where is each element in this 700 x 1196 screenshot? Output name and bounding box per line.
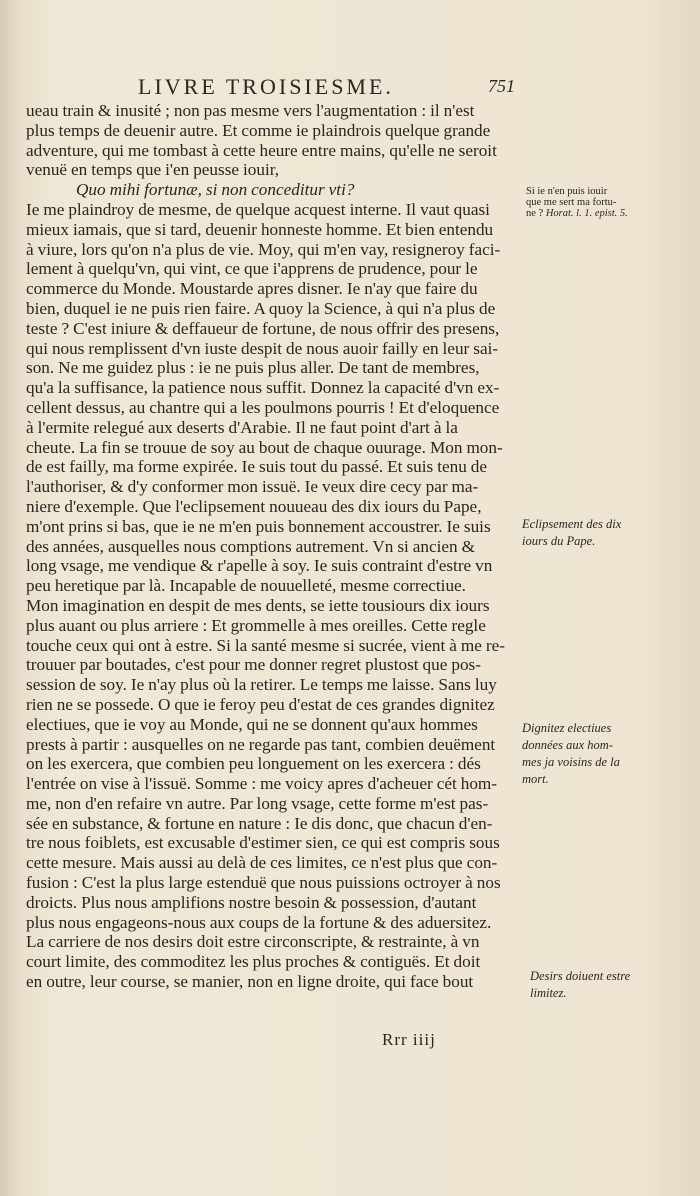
text-line: de est failly, ma forme expirée. Ie suis tout du passé. Et suis tenu de	[26, 457, 488, 477]
margin-note-line: Desirs doiuent estre	[530, 969, 631, 983]
running-head: LIVRE TROISIESME.	[138, 74, 394, 99]
text-line: à l'ermite relegué aux deserts d'Arabie. Il ne faut point d'art à la	[26, 417, 458, 437]
text-line: lement à quelqu'vn, qui vint, ce que i'apprens de prudence, pour le	[26, 259, 478, 279]
text-line: fusion : C'est la plus large estenduë que nous puissions octroyer à nos	[26, 873, 501, 893]
text-line: en outre, leur course, se manier, non en ligne droite, qui face bout	[26, 972, 474, 992]
text-line: plus auant ou plus arriere : Et grommelle à mes oreilles. Cette regle	[26, 615, 486, 635]
margin-note-line: limitez.	[530, 986, 567, 1000]
margin-note-line: Eclipsement des dix	[522, 517, 622, 531]
margin-note-line: mes ja voisins de la	[522, 755, 620, 769]
text-line: l'authoriser, & d'y conformer mon issuë. Ie veux dire cecy par ma-	[26, 477, 479, 497]
text-line: trouuer par boutades, c'est pour me donner regret plustost que pos-	[26, 655, 481, 675]
signature-mark: Rrr iiij	[382, 1030, 436, 1049]
text-line: l'entrée on vise à l'issuë. Somme : me voicy apres d'acheuer cét hom-	[26, 774, 498, 794]
margin-note-citation: Horat. l. 1. epist. 5.	[545, 208, 628, 219]
text-line: cheute. La fin se trouue de soy au bout de chaque ouurage. Mon mon-	[26, 437, 503, 457]
text-line: prests à partir : ausquelles on ne regarde pas tant, combien deuëment	[26, 734, 496, 754]
text-line: plus nous engageons-nous aux coups de la fortune & des aduersitez.	[26, 912, 492, 932]
page-number: 751	[488, 76, 515, 96]
margin-note-dignitez	[522, 720, 637, 788]
margin-note-line: que me sert ma fortu-	[526, 197, 617, 208]
text-line: commerce du Monde. Moustarde apres disner. Ie n'ay que faire du	[26, 279, 478, 299]
text-line: droicts. Plus nous amplifions nostre besoin & possession, d'autant	[26, 892, 477, 912]
text-line: rien ne se possede. O que ie feroy peu d'estat de ces grandes dignitez	[26, 694, 495, 714]
text-line: cellent dessus, au chantre qui a les poulmons pourris ! Et d'eloquence	[26, 397, 500, 417]
text-line: qu'a la suffisance, la patience nous suffit. Donnez la capacité d'vn ex-	[26, 378, 500, 398]
text-line: plus temps de deuenir autre. Et comme ie plaindrois quelque grande	[26, 120, 491, 140]
latin-quote: Quo mihi fortunæ, si non conceditur vti?	[76, 180, 355, 200]
text-line: tre nous foiblets, est excusable d'estimer sien, ce qui est compris sous	[26, 833, 500, 853]
text-line: mieux iamais, que si tard, deuenir honneste homme. Et bien entendu	[26, 219, 494, 239]
text-line: Ie me plaindroy de mesme, de quelque acquest interne. Il vaut quasi	[26, 199, 490, 219]
text-line: touche ceux qui ont à estre. Si la santé mesme si sucrée, vient à me re-	[26, 635, 505, 655]
text-line: session de soy. Ie n'ay plus où la retirer. Le temps me laisse. Sans luy	[26, 675, 497, 695]
margin-note-line: iours du Pape.	[522, 534, 596, 548]
text-line: qui nous remplissent d'vn iuste despit de nous auoir failly en leur sai-	[26, 338, 499, 358]
margin-note-line: Si ie n'en puis iouir	[526, 186, 608, 197]
text-line: Mon imagination en despit de mes dents, se iette tousiours dix iours	[26, 595, 490, 615]
text-line: sée en substance, & fortune en nature : Ie dis donc, que chacun d'en-	[26, 813, 493, 833]
text-line: m'ont prins si bas, que ie ne m'en puis bonnement accoustrer. Ie suis	[26, 516, 491, 536]
margin-note-line: ne ? Horat. l. 1. epist. 5.	[526, 208, 628, 219]
text-line: cette mesure. Mais aussi au delà de ces limites, ce n'est plus que con-	[26, 853, 498, 873]
margin-note-line: données aux hom-	[522, 738, 613, 752]
margin-note-line: mort.	[522, 772, 549, 786]
margin-note-desirs	[530, 968, 680, 1002]
text-line: peu heretique par là. Incapable de nouuelleté, mesme correctiue.	[26, 576, 466, 596]
body-text	[26, 101, 516, 992]
margin-note-line: Dignitez electiues	[522, 721, 612, 735]
text-line: adventure, qui me tombast à cette heure entre mains, qu'elle ne seroit	[26, 140, 497, 160]
text-line: à viure, lors qu'on n'a plus de vie. Moy, qui m'en vay, resigneroy faci-	[26, 239, 501, 259]
text-line: niere d'exemple. Que l'eclipsement nouueau des dix iours du Pape,	[26, 496, 482, 516]
text-line: me, non d'en refaire vn autre. Par long vsage, cette forme m'est pas-	[26, 793, 489, 813]
text-line: on les exercera, que combien peu longuement on les exercera : dés	[26, 754, 481, 774]
text-line: electiues, que ie voy au Monde, qui ne se donnent qu'aux hommes	[26, 714, 478, 734]
text-line: bien, duquel ie ne puis rien faire. A quoy la Science, à qui n'a plus de	[26, 298, 496, 318]
text-line: des années, ausquelles nous comptions autrement. Vn si ancien &	[26, 536, 476, 556]
text-line: venuë en temps que i'en peusse iouir,	[26, 160, 280, 180]
text-line: ueau train & inusité ; non pas mesme vers l'augmentation : il n'est	[26, 101, 475, 120]
text-line: teste ? C'est iniure & deffaueur de fortune, de nous offrir des presens,	[26, 318, 500, 338]
margin-note-horace	[526, 186, 698, 219]
text-line: La carriere de nos desirs doit estre circonscripte, & restrainte, à vn	[26, 932, 480, 952]
text-line: son. Ne me guidez plus : ie ne puis plus aller. De tant de membres,	[26, 358, 480, 378]
margin-note-eclipse	[522, 516, 694, 550]
text-line: long vsage, me vendique & r'apelle à soy. Ie suis contraint d'estre vn	[26, 556, 493, 576]
text-line: court limite, des commoditez les plus proches & contiguës. Et doit	[26, 952, 481, 972]
